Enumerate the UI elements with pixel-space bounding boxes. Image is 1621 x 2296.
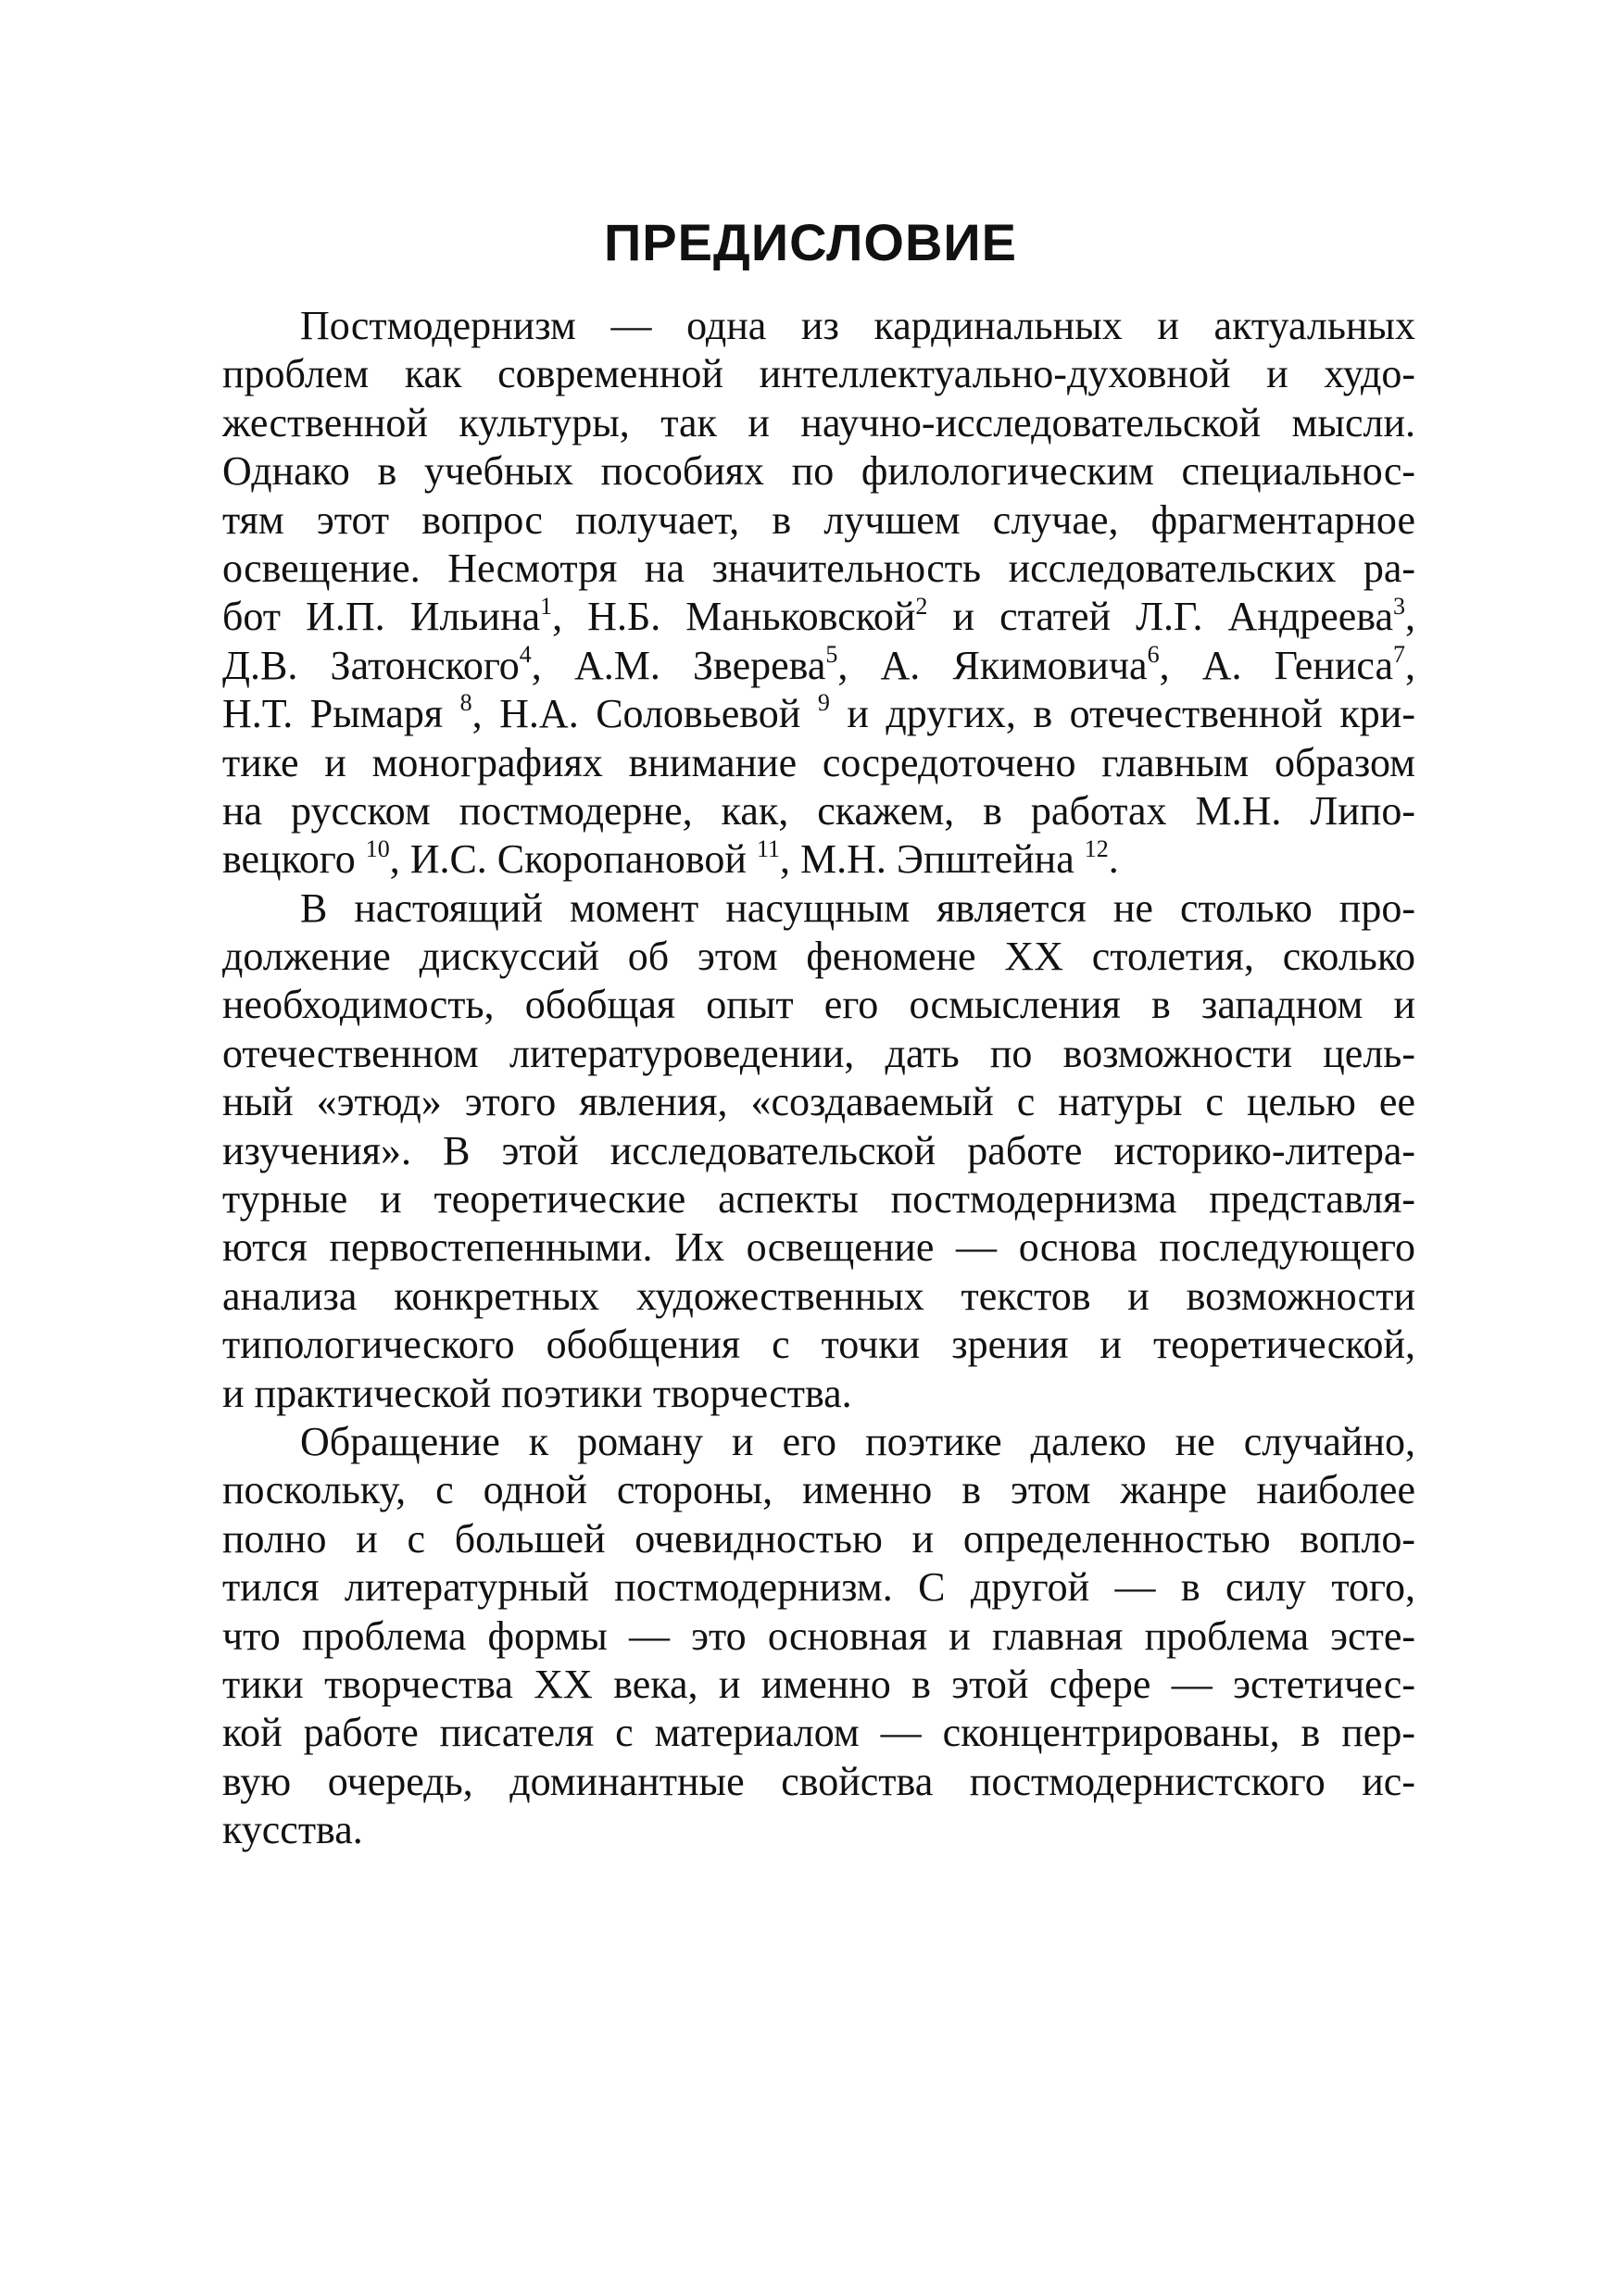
- text-line: Однако в учебных пособиях по филологическим специальнос-: [222, 448, 1415, 495]
- text-fragment: , А. Якимовича: [837, 642, 1148, 688]
- footnote-ref: 3: [1393, 592, 1405, 620]
- text-fragment: , И.С. Скоропановой: [389, 836, 757, 883]
- text-line: Постмодернизм — одна из кардинальных и актуальных: [300, 303, 1415, 348]
- footnote-ref: 4: [519, 641, 532, 669]
- text-line: кусства.: [222, 1807, 363, 1853]
- text-line: изучения». В этой исследовательской работе историко-литера-: [222, 1127, 1415, 1173]
- paragraph-2: [222, 885, 1415, 1418]
- text-fragment: Д.В. Затонского: [222, 642, 520, 688]
- footnote-ref: 12: [1084, 834, 1109, 862]
- text-line-with-footnotes: [222, 835, 1415, 884]
- text-line: тике и монографиях внимание сосредоточено главным образом: [222, 739, 1415, 785]
- text-line: на русском постмодерне, как, скажем, в работах М.Н. Липо-: [222, 787, 1415, 834]
- text-line-with-footnotes: [222, 642, 1415, 690]
- footnote-ref: 7: [1392, 641, 1405, 669]
- text-line: типологического обобщения с точки зрения и теоретической,: [222, 1322, 1415, 1368]
- text-line: поскольку, с одной стороны, именно в этом жанре наиболее: [222, 1467, 1415, 1513]
- text-line: Обращение к роману и его поэтике далеко не случайно,: [300, 1418, 1415, 1464]
- text-line: кой работе писателя с материалом — сконцентрированы, в пер-: [222, 1710, 1415, 1756]
- text-line: отечественном литературоведении, дать по возможности цель-: [222, 1030, 1415, 1076]
- footnote-ref: 9: [817, 689, 830, 717]
- text-fragment: Н.Т. Рымаря: [222, 691, 460, 737]
- text-fragment: , А. Гениса: [1159, 642, 1393, 688]
- text-fragment: , М.Н. Эпштейна: [780, 836, 1085, 883]
- footnote-ref: 6: [1147, 641, 1160, 669]
- text-line: турные и теоретические аспекты постмодернизма представля-: [222, 1176, 1415, 1223]
- paragraph-1: [222, 302, 1415, 885]
- text-fragment: бот И.П. Ильина: [222, 594, 541, 640]
- text-fragment: вецкого: [222, 836, 366, 883]
- footnote-ref: 1: [540, 592, 553, 620]
- text-line: необходимость, обобщая опыт его осмысления в западном и: [222, 982, 1415, 1028]
- text-line: и практической поэтики творчества.: [222, 1370, 852, 1416]
- text-fragment: и статей Л.Г. Андреева: [927, 594, 1393, 640]
- text-fragment: , Н.А. Соловьевой: [471, 691, 818, 737]
- text-line: ный «этюд» этого явления, «создаваемый с натуры с целью ее: [222, 1079, 1415, 1125]
- text-line: тям этот вопрос получает, в лучшем случае, фрагментарное: [222, 496, 1415, 543]
- text-line: В настоящий момент насущным является не столько про-: [300, 885, 1415, 931]
- text-line: вую очередь, доминантные свойства постмодернистского ис-: [222, 1758, 1415, 1804]
- text-line: тики творчества XX века, и именно в этой сфере — эстетичес-: [222, 1661, 1415, 1707]
- text-fragment: , Н.Б. Маньковской: [552, 594, 916, 640]
- text-line-with-footnotes: [222, 690, 1415, 738]
- text-line-with-footnotes: [222, 593, 1415, 641]
- text-line: тился литературный постмодернизм. С другой — в силу того,: [222, 1564, 1415, 1611]
- text-line: жественной культуры, так и научно-исследовательской мысли.: [222, 399, 1415, 445]
- text-line: ются первостепенными. Их освещение — основа последующего: [222, 1224, 1415, 1271]
- paragraph-3: [222, 1418, 1415, 1855]
- text-fragment: и других, в отечественной кри-: [829, 691, 1415, 737]
- text-fragment: , А.М. Зверева: [531, 642, 826, 688]
- text-fragment: ,: [1404, 642, 1415, 688]
- footnote-ref: 10: [365, 834, 390, 862]
- text-line: проблем как современной интеллектуально-духовной и худо-: [222, 351, 1415, 397]
- text-line: что проблема формы — это основная и главная проблема эсте-: [222, 1612, 1415, 1659]
- text-line: полно и с большей очевидностью и определенностью вопло-: [222, 1515, 1415, 1562]
- page-title: ПРЕДИСЛОВИЕ: [603, 213, 1018, 271]
- footnote-ref: 8: [459, 689, 472, 717]
- text-fragment: ,: [1405, 594, 1415, 640]
- footnote-ref: 11: [756, 834, 780, 862]
- footnote-ref: 5: [825, 641, 838, 669]
- text-line: должение дискуссий об этом феномене XX столетия, сколько: [222, 934, 1415, 980]
- text-line: анализа конкретных художественных текстов и возможности: [222, 1273, 1415, 1319]
- footnote-ref: 2: [915, 592, 928, 620]
- text-fragment: .: [1108, 836, 1119, 883]
- preface-body: [222, 302, 1415, 1855]
- text-line: освещение. Несмотря на значительность исследовательских ра-: [222, 545, 1415, 591]
